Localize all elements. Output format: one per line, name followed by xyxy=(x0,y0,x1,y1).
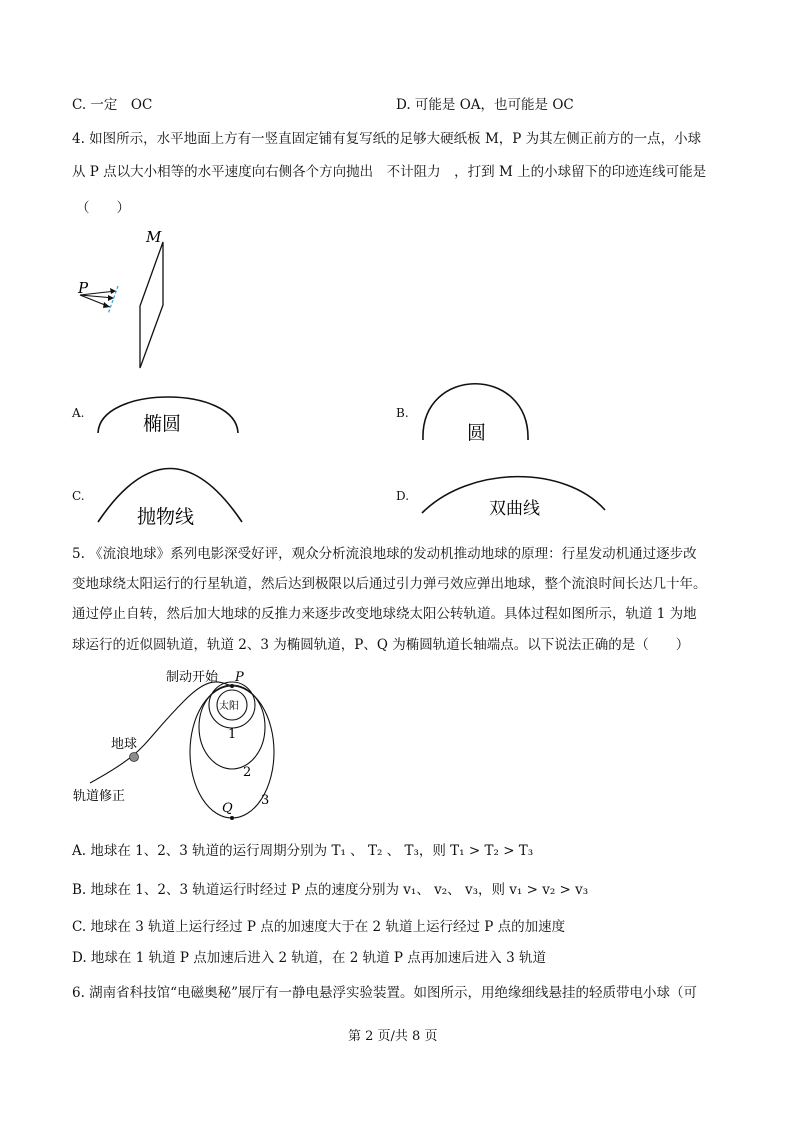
q5-option-d: D. 地球在 1 轨道 P 点加速后进入 2 轨道，在 2 轨道 P 点再加速后进入 3 轨道 xyxy=(72,950,546,966)
q5-option-c: C. 地球在 3 轨道上运行经过 P 点的加速度大于在 2 轨道上运行经过 P 点的加速度 xyxy=(72,919,566,935)
point-q xyxy=(230,816,234,820)
q4-stem-line1: 4. 如图所示，水平地面上方有一竖直固定铺有复写纸的足够大硬纸板 M，P 为其左侧正前方的一点，小球 xyxy=(72,131,702,147)
p-label: P xyxy=(235,670,244,685)
q4-option-b: B. xyxy=(396,406,409,420)
q5-option-a: A. 地球在 1、2、3 轨道的运行周期分别为 T₁ 、 T₂ 、 T₃，则 T₁ > T₂ > T₃ xyxy=(72,843,534,859)
point-p xyxy=(230,684,234,688)
option-a-curve-label: 椭圆 xyxy=(143,413,182,435)
brake-start-label: 制动开始 xyxy=(166,670,219,685)
q4-option-d: D. xyxy=(396,489,410,503)
q-label: Q xyxy=(222,801,233,816)
q4-stem-line3: （ ） xyxy=(76,200,130,216)
earth-label: 地球 xyxy=(111,737,138,752)
q4-option-c: C. xyxy=(72,489,85,503)
board-m-label: M xyxy=(146,228,162,246)
q3-option-d: D. 可能是 OA，也可能是 OC xyxy=(396,97,574,113)
page-number: 第 2 页/共 8 页 xyxy=(348,1029,438,1044)
orbit-1-label: 1 xyxy=(228,727,237,742)
q5-stem-line4: 球运行的近似圆轨道，轨道 2、3 为椭圆轨道，P、Q 为椭圆轨道长轴端点。以下说法正确的是（ ） xyxy=(72,637,690,653)
orbit-2-label: 2 xyxy=(243,765,252,780)
earth-icon xyxy=(130,753,139,762)
option-d-curve-label: 双曲线 xyxy=(489,499,540,519)
q4-stem-line2: 从 P 点以大小相等的水平速度向右侧各个方向抛出 不计阻力 ，打到 M 上的小球留下的印迹连线可能是 xyxy=(72,164,707,180)
q5-stem-line3: 通过停止自转，然后加大地球的反推力来逐步改变地球绕太阳公转轨道。具体过程如图所示，轨道 1 为地 xyxy=(72,606,697,622)
option-b-curve-label: 圆 xyxy=(467,422,487,444)
point-p-label: P xyxy=(78,279,89,297)
option-c-curve-label: 抛物线 xyxy=(137,506,195,528)
q6-stem-line1: 6. 湖南省科技馆“电磁奥秘”展厅有一静电悬浮实验装置。如图所示，用绝缘细线悬挂的轻质带电小球（可 xyxy=(72,985,697,1001)
q5-stem-line1: 5. 《流浪地球》系列电影深受好评，观众分析流浪地球的发动机推动地球的原理：行星发动机通过逐步改 xyxy=(72,546,697,562)
orbit-3-label: 3 xyxy=(261,793,270,808)
orbit-fix-label: 轨道修正 xyxy=(73,789,126,804)
q3-option-c: C. 一定 OC xyxy=(72,97,153,113)
q5-stem-line2: 变地球绕太阳运行的行星轨道，然后达到极限以后通过引力弹弓效应弹出地球，整个流浪时间长达几十年。 xyxy=(72,576,707,592)
sun-label: 太阳 xyxy=(219,701,239,712)
q5-option-b: B. 地球在 1、2、3 轨道运行时经过 P 点的速度分别为 v₁、 v₂、 v₃，则 v₁ > v₂ > v₃ xyxy=(72,882,589,898)
q4-option-a: A. xyxy=(72,406,85,420)
